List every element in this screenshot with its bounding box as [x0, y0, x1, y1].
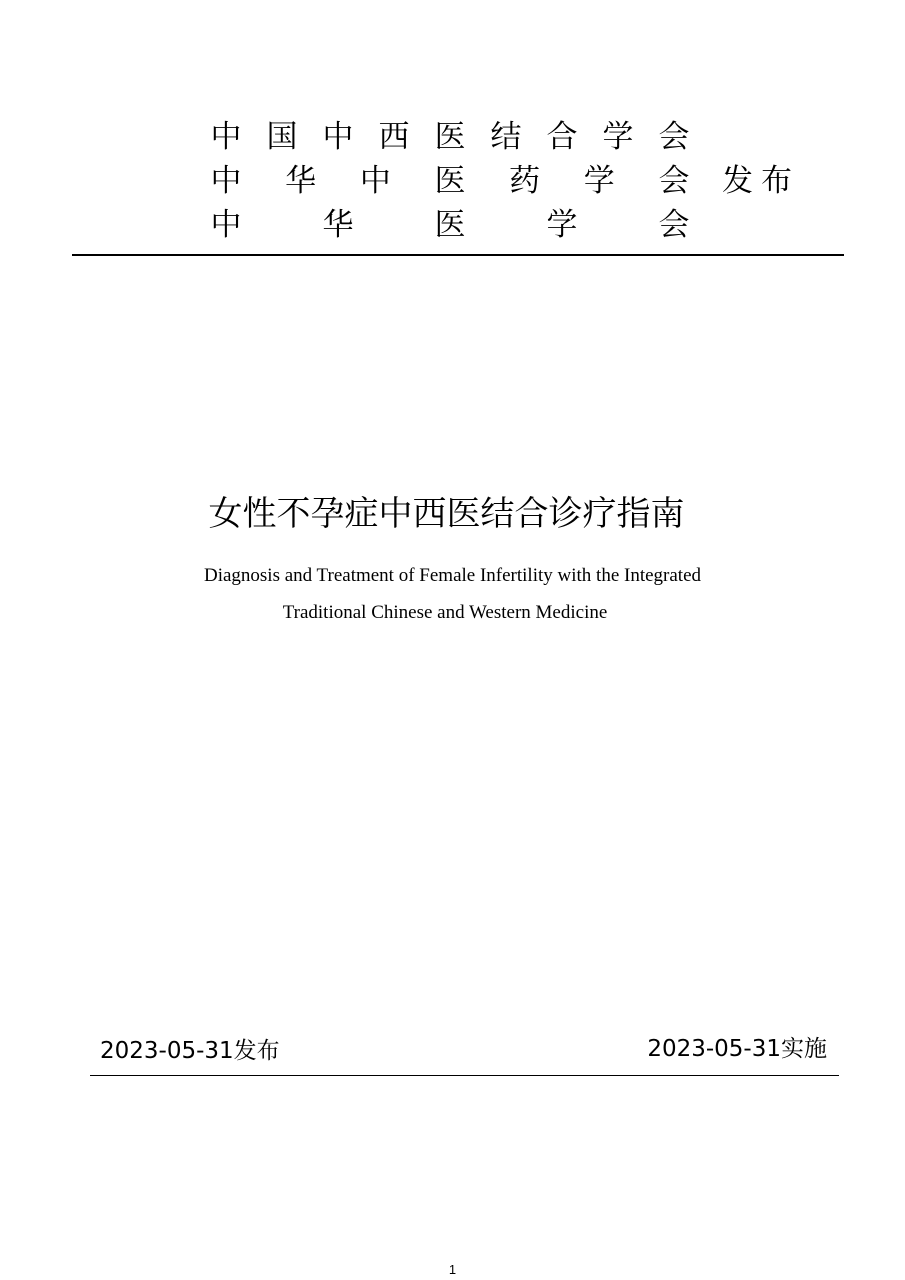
- publisher-char: 医: [434, 163, 466, 199]
- document-title-chinese: 女性不孕症中西医结合诊疗指南: [208, 494, 685, 534]
- publisher-char: 会: [658, 163, 690, 199]
- publisher-char: 华: [285, 163, 317, 199]
- footer-divider: [90, 1075, 839, 1076]
- publisher-line-cma: [210, 203, 690, 247]
- publisher-char: 结: [490, 119, 522, 155]
- publisher-char: 中: [359, 163, 391, 199]
- publisher-char: 中: [210, 119, 242, 155]
- publisher-char: 中: [210, 163, 242, 199]
- implementation-date: 2023-05-31实施: [647, 1036, 827, 1062]
- publisher-char: 会: [658, 207, 690, 243]
- publisher-char: 中: [210, 207, 242, 243]
- publisher-char: 学: [602, 119, 634, 155]
- publisher-char: 国: [266, 119, 298, 155]
- publisher-line-cacm: [210, 115, 690, 159]
- publisher-char: 医: [434, 119, 466, 155]
- publisher-char: 会: [658, 119, 690, 155]
- publisher-char: 医: [434, 207, 466, 243]
- publisher-char: 学: [546, 207, 578, 243]
- publisher-char: 西: [378, 119, 410, 155]
- publisher-line-cacm-tcm: [210, 159, 690, 203]
- publisher-char: 中: [322, 119, 354, 155]
- publisher-char: 华: [322, 207, 354, 243]
- header-divider: [72, 254, 844, 256]
- publish-label: 发布: [722, 163, 800, 199]
- publisher-char: 学: [583, 163, 615, 199]
- page-number: 1: [448, 1262, 457, 1277]
- document-title-english-line1: Diagnosis and Treatment of Female Infertility with the Integrated: [203, 565, 702, 586]
- issue-date: 2023-05-31发布: [100, 1038, 280, 1064]
- publisher-char: 药: [509, 163, 541, 199]
- document-title-english-line2: Traditional Chinese and Western Medicine: [282, 602, 608, 623]
- publisher-char: 合: [546, 119, 578, 155]
